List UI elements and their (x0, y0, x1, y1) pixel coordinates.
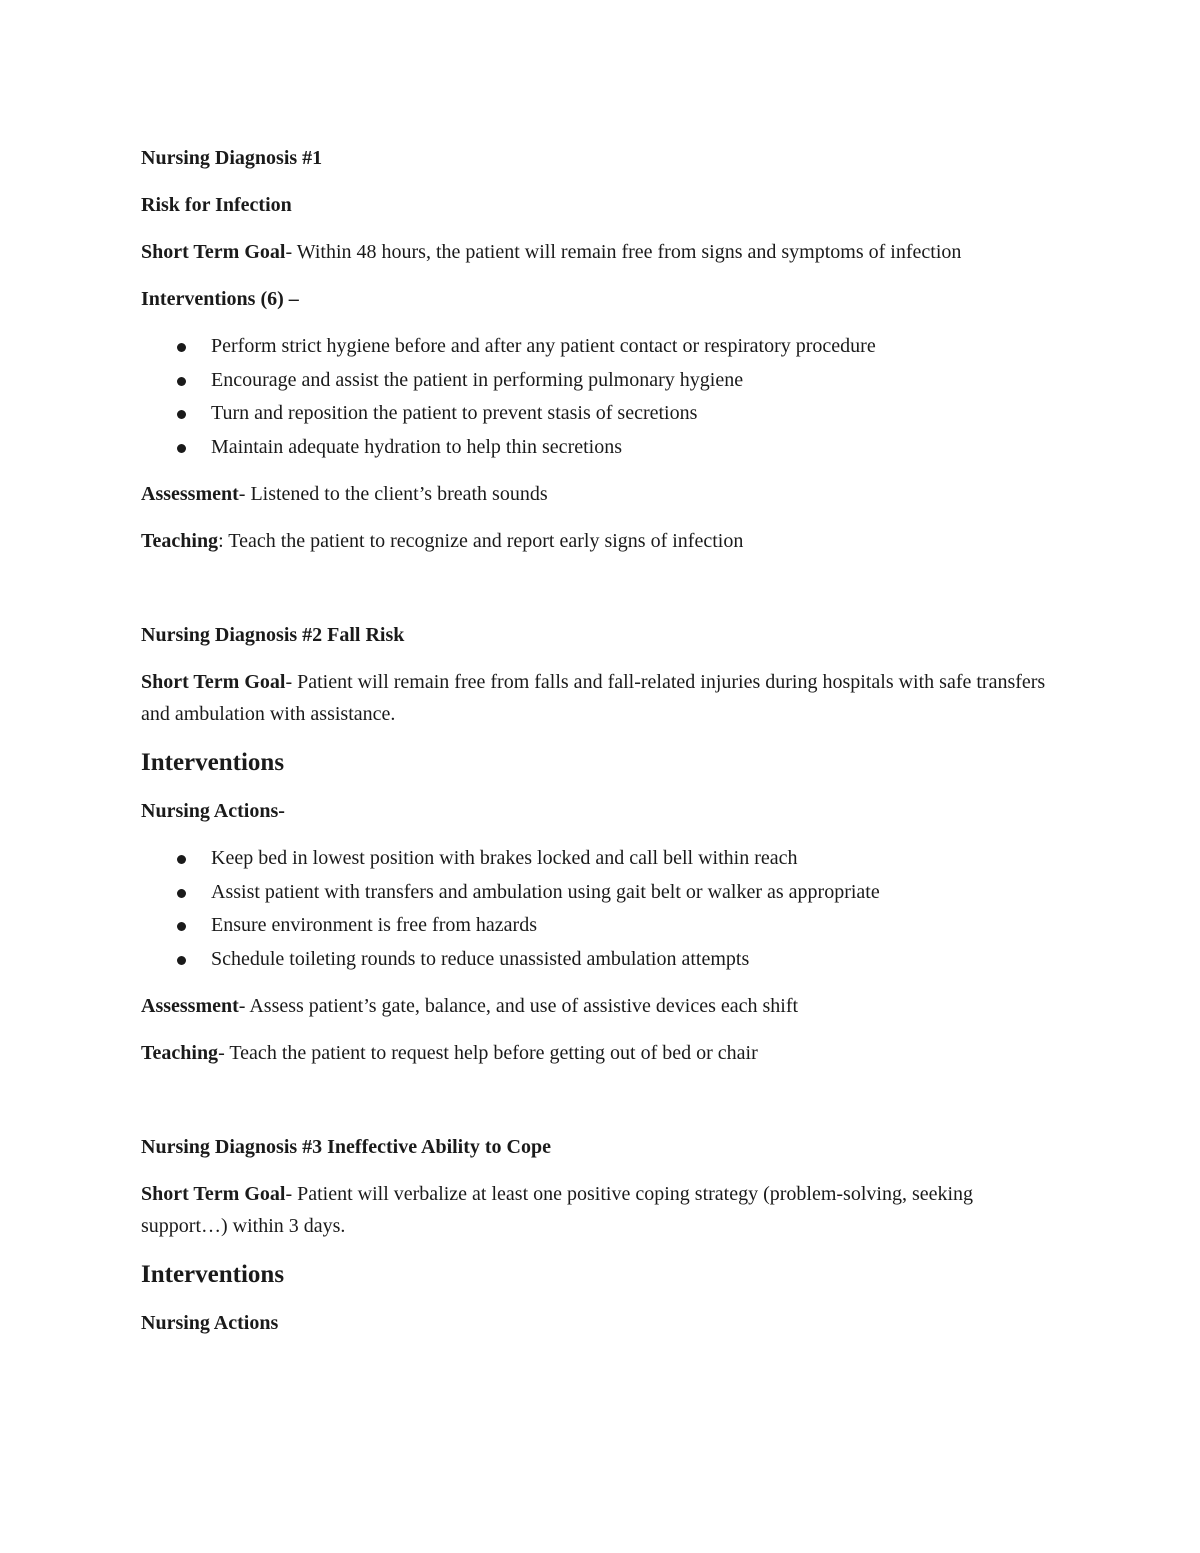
teaching-label: Teaching (141, 530, 219, 552)
list-item: Ensure environment is free from hazards (141, 909, 1061, 943)
list-item: Turn and reposition the patient to prevent stasis of secretions (141, 397, 1061, 431)
diagnosis-1-subheading: Risk for Infection (141, 194, 292, 216)
goal-label: Short Term Goal (141, 1183, 286, 1205)
diagnosis-3-heading: Nursing Diagnosis #3 Ineffective Ability to Cope (141, 1136, 551, 1158)
assessment-text: - Assess patient’s gate, balance, and use of assistive devices each shift (238, 995, 799, 1017)
diagnosis-1-interventions-label: Interventions (6) – (141, 288, 299, 310)
diagnosis-1-heading: Nursing Diagnosis #1 (141, 147, 323, 169)
goal-text: - Within 48 hours, the patient will remain free from signs and symptoms of infection (285, 241, 962, 263)
list-item: Encourage and assist the patient in performing pulmonary hygiene (141, 364, 1061, 398)
teaching-text: - Teach the patient to request help before getting out of bed or chair (218, 1042, 758, 1064)
bullet-icon (177, 956, 186, 965)
list-item: Perform strict hygiene before and after any patient contact or respiratory procedure (141, 330, 1061, 364)
assessment-label: Assessment (141, 483, 239, 505)
goal-text: - Patient will verbalize at least one positive coping strategy (problem-solving, seeking support…) within 3 days. (141, 1183, 974, 1237)
section-spacer (141, 572, 1061, 619)
diagnosis-1-assessment (141, 478, 1061, 510)
bullet-icon (177, 343, 186, 352)
diagnosis-2-heading: Nursing Diagnosis #2 Fall Risk (141, 624, 405, 646)
list-item: Assist patient with transfers and ambulation using gait belt or walker as appropriate (141, 876, 1061, 910)
diagnosis-2-actions-label: Nursing Actions- (141, 800, 285, 822)
list-item: Schedule toileting rounds to reduce unassisted ambulation attempts (141, 943, 1061, 977)
assessment-label: Assessment (141, 995, 239, 1017)
diagnosis-2-teaching (141, 1037, 1061, 1069)
bullet-icon (177, 444, 186, 453)
diagnosis-1-goal (141, 236, 1061, 268)
section-spacer (141, 1084, 1061, 1131)
bullet-icon (177, 410, 186, 419)
bullet-icon (177, 855, 186, 864)
assessment-text: - Listened to the client’s breath sounds (238, 483, 548, 505)
bullet-icon (177, 377, 186, 386)
diagnosis-3-interventions-heading: Interventions (141, 1261, 285, 1288)
diagnosis-2-interventions-list (141, 842, 1061, 976)
bullet-icon (177, 889, 186, 898)
diagnosis-3-actions-label: Nursing Actions (141, 1312, 279, 1334)
teaching-text: : Teach the patient to recognize and report early signs of infection (218, 530, 744, 552)
bullet-icon (177, 922, 186, 931)
diagnosis-1-interventions-list (141, 330, 1061, 464)
goal-label: Short Term Goal (141, 671, 286, 693)
goal-text: - Patient will remain free from falls and fall-related injuries during hospitals with safe transfers and ambulation with assistance. (141, 671, 1046, 725)
diagnosis-3-goal (141, 1178, 1061, 1242)
goal-label: Short Term Goal (141, 241, 286, 263)
list-item: Maintain adequate hydration to help thin secretions (141, 431, 1061, 465)
document-body (141, 142, 1061, 1354)
diagnosis-2-goal (141, 666, 1061, 730)
diagnosis-2-interventions-heading: Interventions (141, 749, 285, 776)
teaching-label: Teaching (141, 1042, 219, 1064)
diagnosis-2-assessment (141, 990, 1061, 1022)
diagnosis-1-teaching (141, 525, 1061, 557)
list-item: Keep bed in lowest position with brakes locked and call bell within reach (141, 842, 1061, 876)
